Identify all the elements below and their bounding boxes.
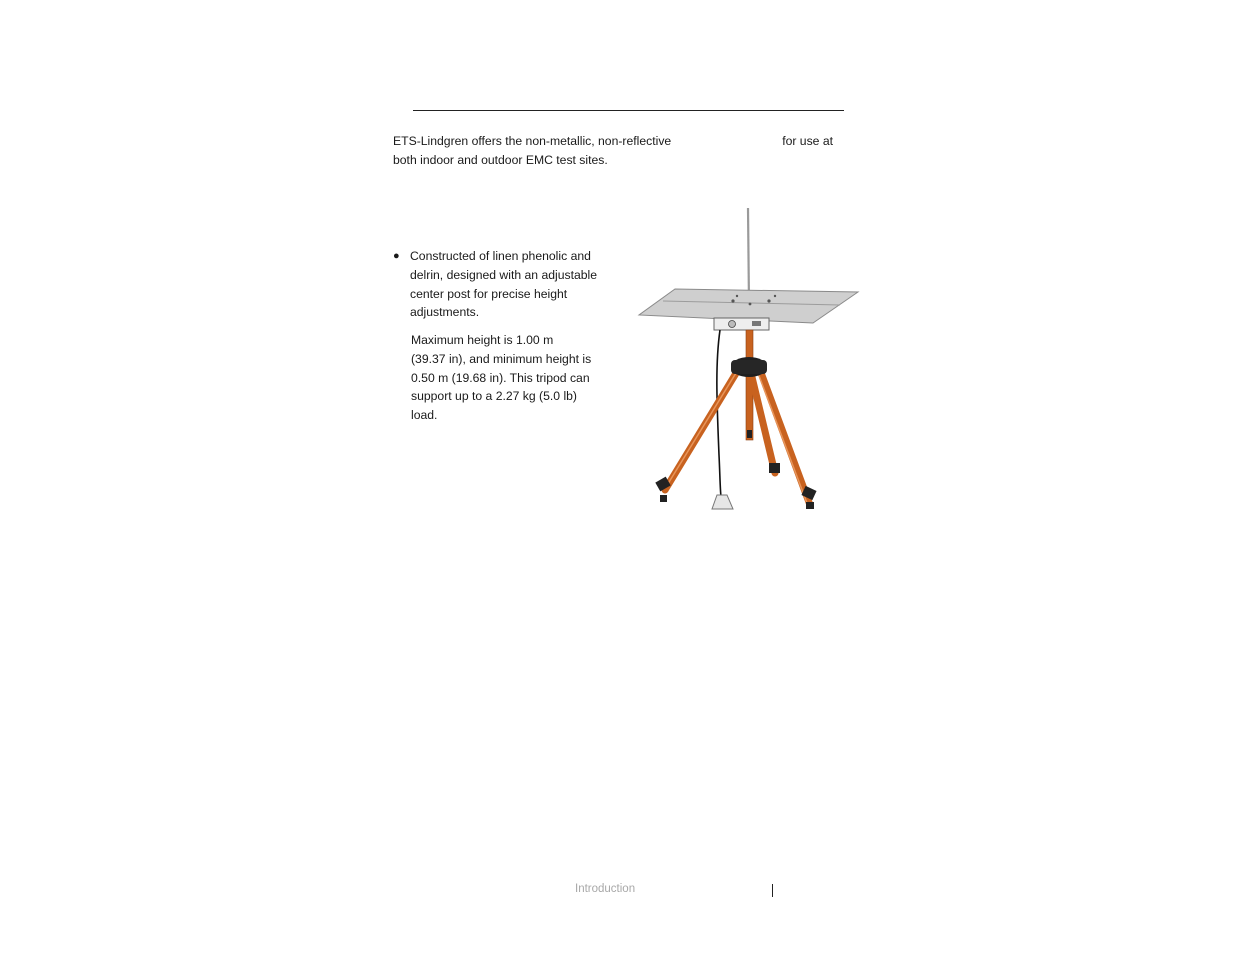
- list-item: [393, 247, 618, 322]
- intro-paragraph: [393, 132, 853, 169]
- intro-line-1-start: ETS-Lindgren offers the non-metallic, non-reflective: [393, 134, 672, 148]
- bullet-line: adjustments.: [410, 305, 480, 320]
- spec-line: Maximum height is 1.00 m: [411, 333, 554, 347]
- footer-section-label: Introduction: [575, 883, 636, 895]
- specifications-paragraph: [411, 331, 621, 425]
- spec-line: support up to a 2.27 kg (5.0 lb): [411, 389, 577, 404]
- cable-weight: [712, 495, 733, 509]
- leg-lock-knob: [769, 463, 780, 473]
- feature-bullet-list: [393, 247, 618, 322]
- tripod-antenna-illustration: [635, 205, 863, 515]
- bullet-line: delrin, designed with an adjustable: [410, 267, 598, 282]
- header-rule: [413, 110, 844, 111]
- intro-line-2: both indoor and outdoor EMC test sites.: [393, 152, 608, 167]
- bullet-line: Constructed of linen phenolic and: [410, 249, 591, 263]
- spec-line: load.: [411, 408, 438, 423]
- footer-divider: [772, 884, 773, 897]
- tripod-svg: [635, 205, 863, 515]
- cable: [717, 330, 721, 497]
- intro-line-1-end: for use at: [782, 134, 834, 148]
- foot: [660, 495, 667, 502]
- bullet-text: [410, 247, 597, 322]
- bullet-icon: ●: [393, 250, 400, 262]
- foot: [806, 502, 814, 509]
- spec-line: 0.50 m (19.68 in). This tripod can: [411, 370, 590, 385]
- spec-line: (39.37 in), and minimum height is: [411, 351, 592, 366]
- bullet-line: center post for precise height: [410, 286, 568, 301]
- intro-line-1: [393, 132, 853, 151]
